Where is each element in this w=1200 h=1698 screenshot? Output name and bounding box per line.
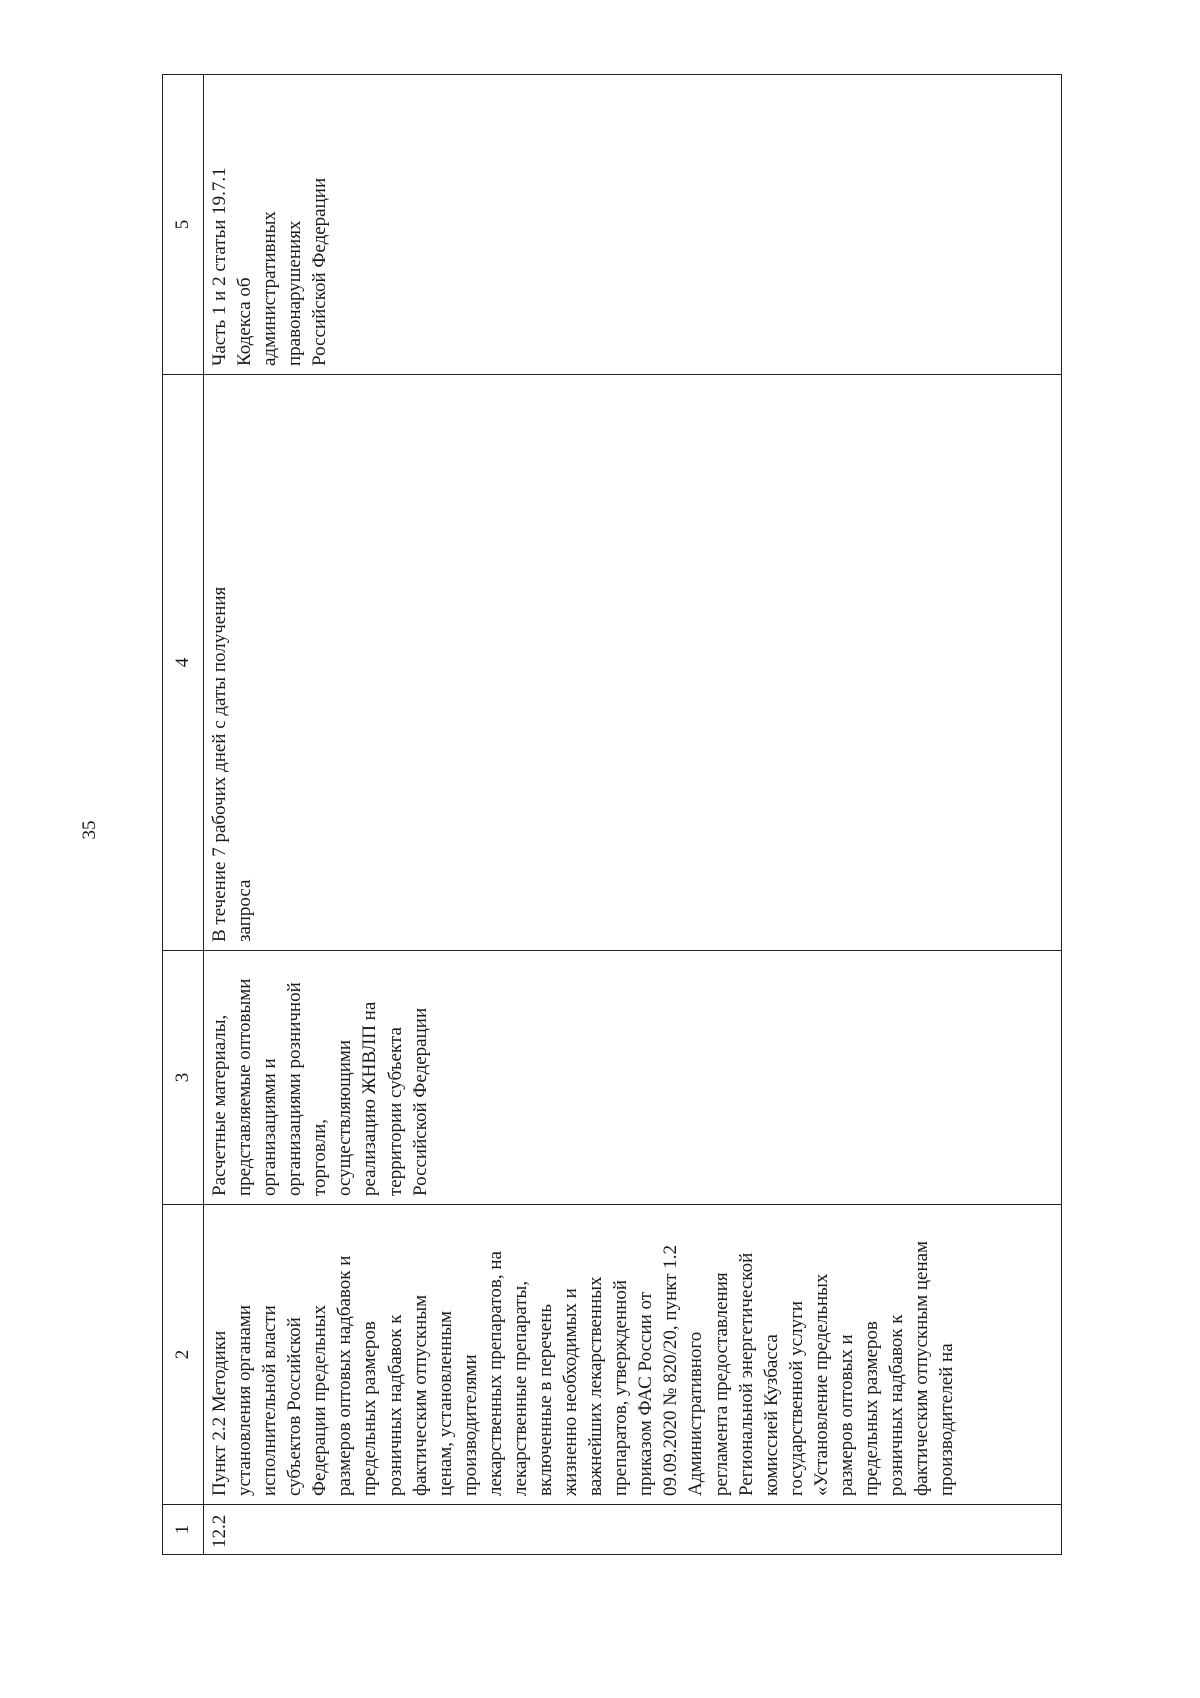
column-header-3: 3 (163, 951, 204, 1205)
table-header-row (163, 75, 204, 1555)
liability-cell (204, 75, 1062, 375)
liability-text: Часть 1 и 2 статьи 19.7.1 Кодекса об административных правонарушениях Российской Федерации (209, 167, 331, 366)
materials-cell (204, 951, 1062, 1205)
row-number: 12.2 (209, 1514, 230, 1548)
deadline-text: В течение 7 рабочих дней с даты получения запроса (209, 586, 256, 942)
column-header-1: 1 (163, 1505, 204, 1555)
requirements-table (162, 74, 1062, 1555)
table-row (204, 75, 1062, 1555)
deadline-cell (204, 375, 1062, 951)
rotated-table-container (162, 75, 1062, 1555)
materials-text: Расчетные материалы, представляемые оптовыми организациями и организациями розничной торговли, осуществляющими реализацию ЖНВЛП на территории субъекта Российской Федерации (209, 978, 431, 1196)
column-header-4: 4 (163, 375, 204, 951)
legal-basis-cell (204, 1205, 1062, 1505)
column-header-2: 2 (163, 1205, 204, 1505)
page-number: 35 (79, 820, 100, 840)
legal-basis-text: Пункт 2.2 Методики установления органами исполнительной власти субъектов Российской Федерации предельных размеров оптовых надбавок и предельных размеров розничных надбавок к фактическим отпускным ценам, установленным производителями лекарственных препаратов, на лекарственные препараты, включенные в перечень жизненно необходимых и важнейших лекарственных препаратов, утвержденной приказом ФАС России от 09.09.2020 № 820/20, пункт 1.2 Административного регламента предоставления Региональной энергетической комиссией Кузбасса государственной услуги «Установление предельных размеров оптовых и предельных размеров розничных надбавок к фактическим отпускным ценам производителей на (209, 1240, 958, 1496)
column-header-5: 5 (163, 75, 204, 375)
row-number-cell (204, 1505, 1062, 1555)
